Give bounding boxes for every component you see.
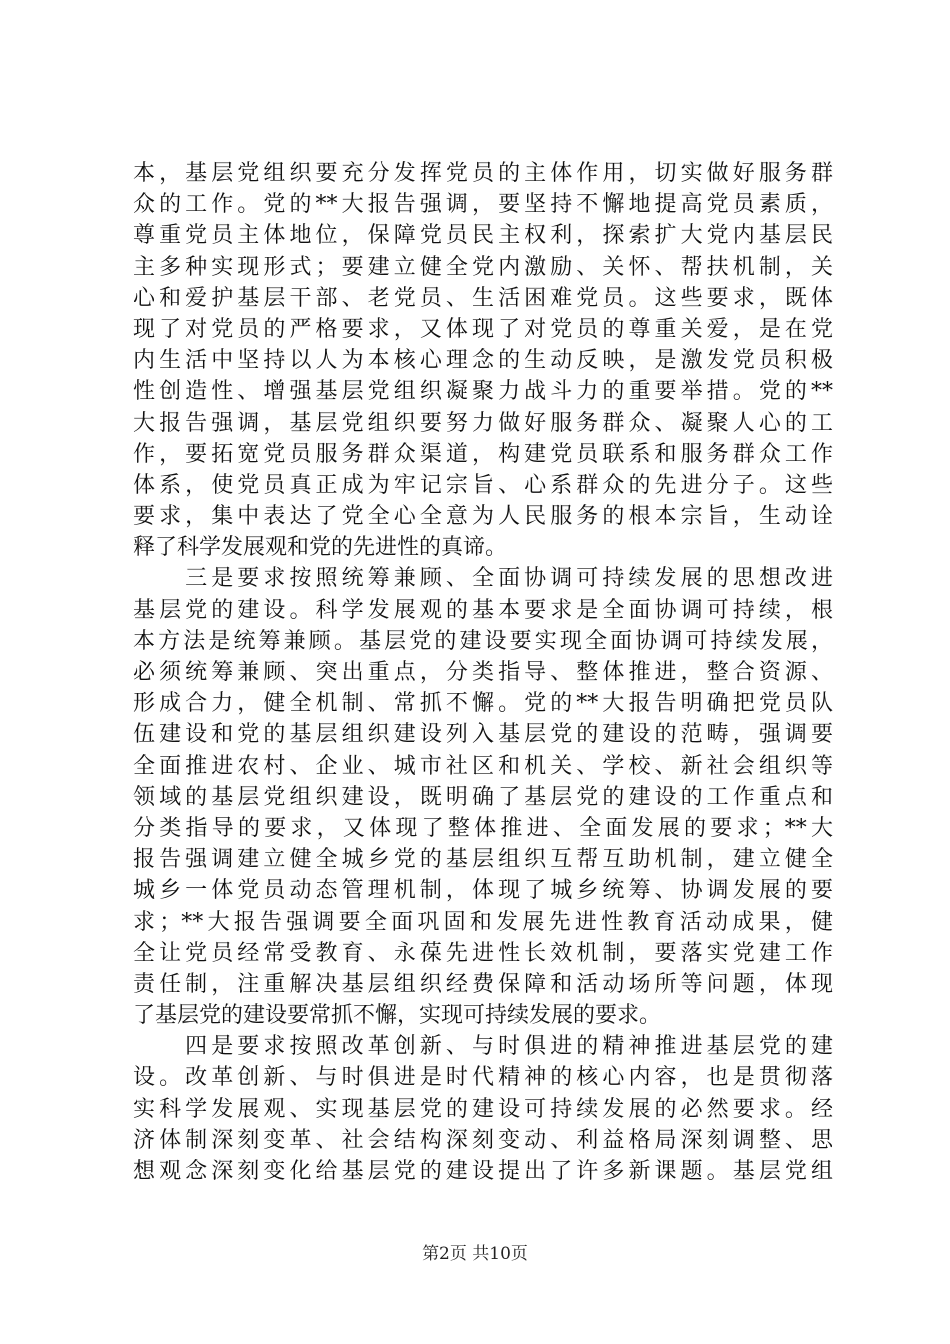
text-line: 本方法是统筹兼顾。基层党的建设要实现全面协调可持续发展，	[133, 628, 833, 654]
text-line: 内生活中坚持以人为本核心理念的生动反映，是激发党员积极	[133, 348, 833, 374]
text-line: 领域的基层党组织建设，既明确了基层党的建设的工作重点和	[133, 784, 833, 810]
text-line: 必须统筹兼顾、突出重点，分类指导、整体推进，整合资源、	[133, 660, 833, 685]
text-line: 形成合力，健全机制、常抓不懈。党的**大报告明确把党员队	[133, 691, 833, 717]
text-line: 设。改革创新、与时俱进是时代精神的核心内容，也是贯彻落	[133, 1065, 833, 1091]
text-line: 实科学发展观、实现基层党的建设可持续发展的必然要求。经	[133, 1096, 833, 1122]
text-line: 求；**大报告强调要全面巩固和发展先进性教育活动成果，健	[133, 909, 833, 935]
text-line: 本，基层党组织要充分发挥党员的主体作用，切实做好服务群	[133, 161, 833, 186]
text-line: 释了科学发展观和党的先进性的真谛。	[133, 535, 508, 561]
text-line: 伍建设和党的基层组织建设列入基层党的建设的范畴，强调要	[133, 722, 833, 748]
text-line: 想观念深刻变化给基层党的建设提出了许多新课题。基层党组	[133, 1159, 833, 1184]
text-line: 城乡一体党员动态管理机制，体现了城乡统筹、协调发展的要	[133, 878, 833, 904]
text-line: 作，要拓宽党员服务群众渠道，构建党员联系和服务群众工作	[133, 441, 833, 467]
text-line: 分类指导的要求，又体现了整体推进、全面发展的要求；**大	[133, 815, 833, 841]
page-footer: 第2页 共10页	[422, 1244, 528, 1264]
text-line: 心和爱护基层干部、老党员、生活困难党员。这些要求，既体	[133, 285, 833, 311]
text-line: 性创造性、增强基层党组织凝聚力战斗力的重要举措。党的**	[133, 379, 833, 405]
text-line: 大报告强调，基层党组织要努力做好服务群众、凝聚人心的工	[133, 410, 833, 436]
text-line: 全让党员经常受教育、永葆先进性长效机制，要落实党建工作	[133, 940, 833, 966]
text-line: 主多种实现形式；要建立健全党内激励、关怀、帮扶机制，关	[133, 254, 833, 280]
text-line: 了基层党的建设要常抓不懈，实现可持续发展的要求。	[133, 1003, 662, 1029]
text-line: 全面推进农村、企业、城市社区和机关、学校、新社会组织等	[133, 753, 833, 779]
text-line: 四是要求按照改革创新、与时俱进的精神推进基层党的建	[133, 1034, 833, 1060]
text-line: 尊重党员主体地位，保障党员民主权利，探索扩大党内基层民	[133, 223, 833, 249]
text-line: 现了对党员的严格要求，又体现了对党员的尊重关爱，是在党	[133, 316, 833, 342]
text-line: 基层党的建设。科学发展观的基本要求是全面协调可持续，根	[133, 597, 833, 623]
text-line: 三是要求按照统筹兼顾、全面协调可持续发展的思想改进	[133, 566, 833, 592]
text-line: 众的工作。党的**大报告强调，要坚持不懈地提高党员素质，	[133, 192, 833, 218]
text-line: 济体制深刻变革、社会结构深刻变动、利益格局深刻调整、思	[133, 1127, 833, 1153]
text-line: 体系，使党员真正成为牢记宗旨、心系群众的先进分子。这些	[133, 472, 833, 498]
text-line: 报告强调建立健全城乡党的基层组织互帮互助机制，建立健全	[133, 847, 833, 873]
text-line: 责任制，注重解决基层组织经费保障和活动场所等问题，体现	[133, 971, 833, 997]
body-text	[133, 158, 833, 1187]
text-line: 要求，集中表达了党全心全意为人民服务的根本宗旨，生动诠	[133, 504, 833, 530]
